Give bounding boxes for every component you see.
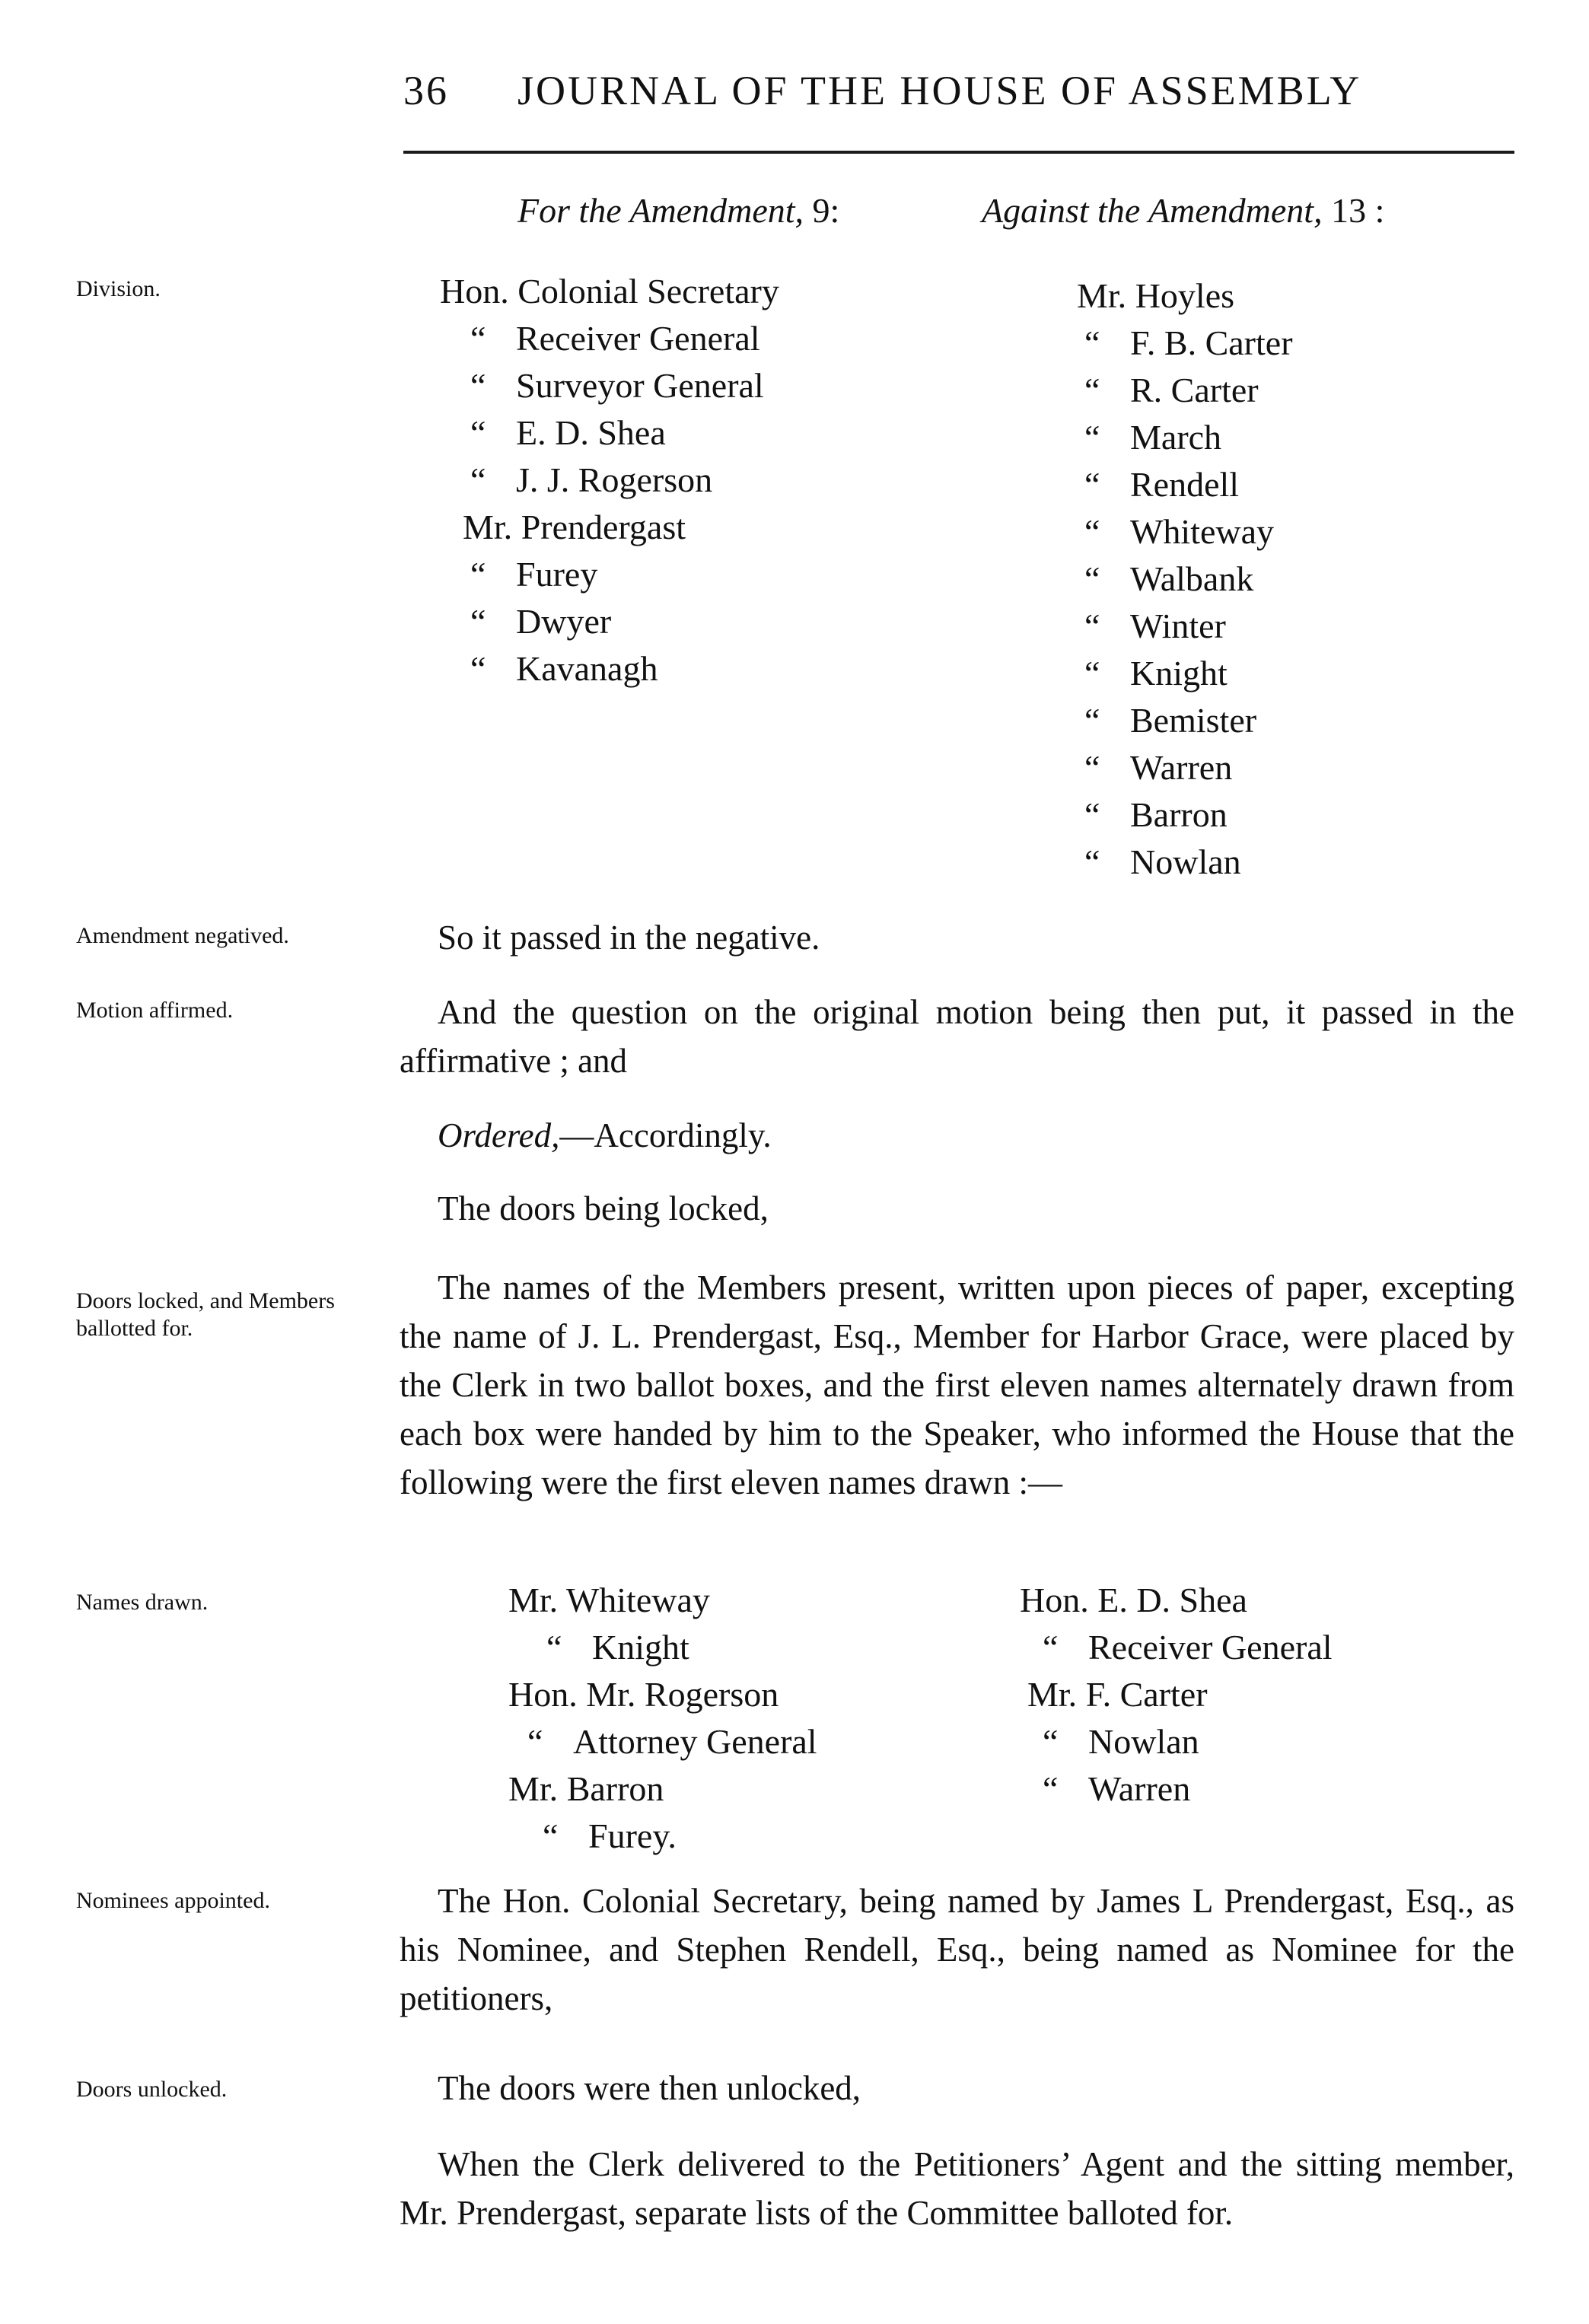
list-item: “ Walbank (1084, 559, 1254, 598)
list-item: “ F. B. Carter (1084, 323, 1293, 362)
list-item: “ Furey (470, 555, 598, 594)
list-item: “ Nowlan (1043, 1722, 1199, 1761)
list-item: “ March (1084, 418, 1222, 457)
list-item: “ Knight (546, 1628, 689, 1667)
list-item: Mr. Prendergast (463, 508, 686, 546)
margin-note-doors-locked: Doors locked, and Members ballotted for. (76, 1288, 335, 1341)
for-amendment-list (440, 268, 779, 692)
margin-note-doors-unlocked: Doors unlocked. (76, 2077, 228, 2102)
doors-locked-text: The doors being locked, (438, 1189, 769, 1227)
list-item: Mr. F. Carter (1027, 1675, 1208, 1714)
for-heading-label: For the Amendment, (517, 191, 804, 230)
against-amendment-heading (982, 190, 1384, 231)
list-item: “ E. D. Shea (470, 413, 666, 452)
list-item: “ Surveyor General (470, 366, 764, 405)
names-drawn-left-list (508, 1577, 817, 1860)
ballot-text: The names of the Members present, written upon pieces of paper, excepting the name of J. L. Prendergast, Esq., Member for Harbor Grace, were placed by the Clerk in two ballot boxes, and the first eleven names alternately drawn from each box were handed by him to the Speaker, who informed the House that the following were the first eleven names drawn :— (400, 1269, 1514, 1501)
list-item: “ Winter (1084, 606, 1226, 645)
unlocked-paragraph (400, 2064, 1514, 2112)
motion-paragraph (400, 988, 1514, 1085)
margin-note-nominees-appointed: Nominees appointed. (76, 1888, 270, 1913)
margin-note-names-drawn: Names drawn. (76, 1590, 209, 1615)
unlocked-text: The doors were then unlocked, (438, 2069, 861, 2107)
list-item: “ Attorney General (527, 1722, 817, 1761)
list-item: “ Bemister (1084, 701, 1257, 740)
nominees-text: The Hon. Colonial Secretary, being named by James L Prendergast, Esq., as his Nominee, and Stephen Rendell, Esq., being named as Nominee for the petitioners, (400, 1882, 1514, 2017)
ordered-paragraph (400, 1111, 1514, 1160)
page-number: 36 (403, 68, 449, 113)
list-item: “ Dwyer (470, 602, 612, 641)
list-item: Hon. E. D. Shea (1020, 1581, 1247, 1619)
list-item: “ Rendell (1084, 465, 1240, 504)
list-item: “ Warren (1043, 1769, 1191, 1808)
list-item: “ Barron (1084, 795, 1228, 834)
list-item: Hon. Colonial Secretary (440, 272, 779, 310)
against-count: 13 : (1331, 191, 1385, 230)
doors-locked-paragraph (400, 1184, 1514, 1233)
journal-title: JOURNAL OF THE HOUSE OF ASSEMBLY (517, 68, 1362, 113)
list-item: “ Whiteway (1084, 512, 1275, 551)
for-amendment-heading (517, 190, 839, 231)
motion-text: And the question on the original motion being then put, it passed in the affirmative ; and (400, 993, 1514, 1080)
negative-text: So it passed in the negative. (438, 918, 820, 957)
against-heading-label: Against the Amendment, (982, 191, 1323, 230)
margin-note-motion-affirmed: Motion affirmed. (76, 998, 234, 1023)
header-rule (403, 151, 1514, 154)
names-drawn-right-list (1020, 1577, 1333, 1813)
list-item: “ Furey. (543, 1816, 677, 1855)
delivered-paragraph (400, 2140, 1514, 2237)
ballot-paragraph (400, 1263, 1514, 1507)
list-item: “ Receiver General (1043, 1628, 1333, 1667)
delivered-text: When the Clerk delivered to the Petitioners’ Agent and the sitting member, Mr. Prendergast, separate lists of the Committee balloted for. (400, 2145, 1514, 2232)
for-count: 9: (812, 191, 840, 230)
negative-paragraph (400, 913, 1514, 962)
against-amendment-list (1077, 272, 1293, 886)
list-item: “ R. Carter (1084, 371, 1259, 409)
margin-note-amendment-negatived: Amendment negatived. (76, 923, 289, 948)
margin-note-division: Division. (76, 276, 161, 301)
list-item: Mr. Barron (508, 1769, 664, 1808)
list-item: “ Receiver General (470, 319, 760, 358)
nominees-paragraph (400, 1877, 1514, 2023)
page-header (403, 67, 1361, 114)
list-item: Mr. Whiteway (508, 1581, 710, 1619)
list-item: “ Knight (1084, 654, 1228, 692)
ordered-label: Ordered, (438, 1116, 560, 1154)
list-item: “ Warren (1084, 748, 1233, 787)
list-item: Hon. Mr. Rogerson (508, 1675, 779, 1714)
list-item: “ Nowlan (1084, 842, 1241, 881)
list-item: Mr. Hoyles (1077, 276, 1235, 315)
list-item: “ Kavanagh (470, 649, 658, 688)
list-item: “ J. J. Rogerson (470, 460, 713, 499)
ordered-text: —Accordingly. (559, 1116, 772, 1154)
